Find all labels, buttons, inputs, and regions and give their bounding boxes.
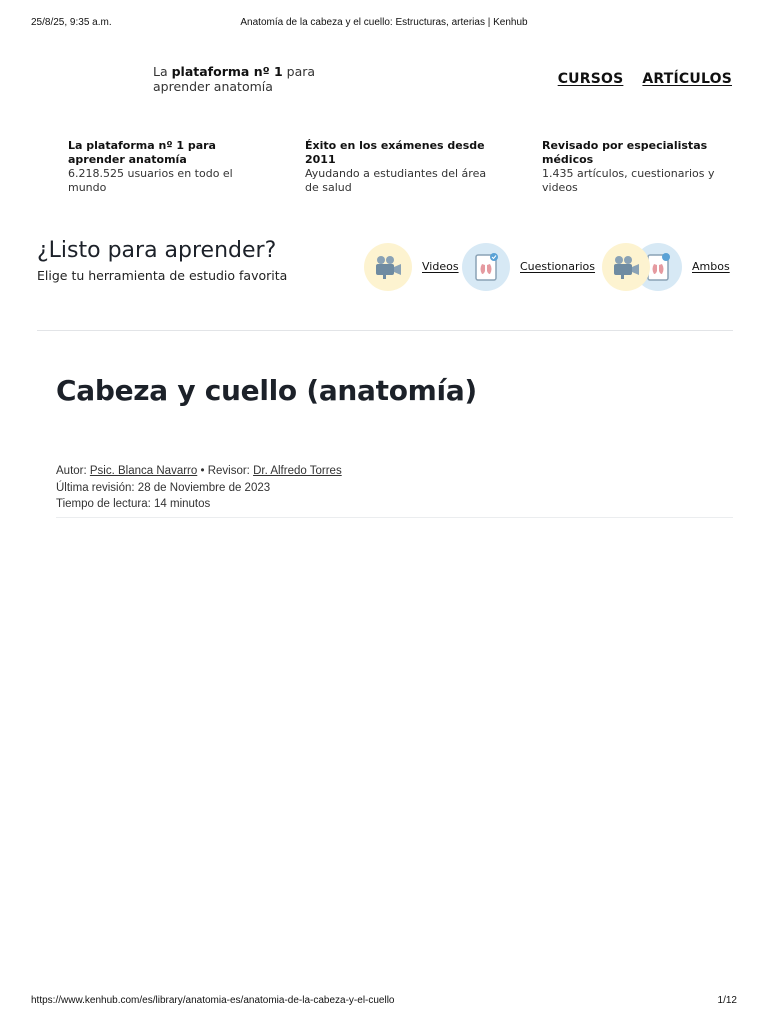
stat-reviewed <box>542 139 737 195</box>
quizzes-link[interactable]: Cuestionarios <box>520 260 596 273</box>
print-datetime: 25/8/25, 9:35 a.m. <box>31 17 112 28</box>
tagline-prefix: La <box>153 64 172 79</box>
stat-heading: Revisado por especialistas médicos <box>542 139 708 166</box>
video-camera-icon[interactable] <box>364 243 412 291</box>
both-link[interactable]: Ambos <box>692 260 730 273</box>
nav-cursos-link[interactable]: CURSOS <box>557 71 624 87</box>
videos-link[interactable]: Videos <box>422 260 459 273</box>
author-link[interactable]: Psic. Blanca Navarro <box>89 465 198 477</box>
top-nav <box>558 71 732 87</box>
study-tools <box>0 243 768 291</box>
article-meta <box>56 463 342 513</box>
reviewer-link[interactable]: Dr. Alfredo Torres <box>253 465 342 477</box>
last-revision: Última revisión: 28 de Noviembre de 2023 <box>56 481 271 494</box>
quiz-tablet-icon[interactable] <box>462 243 510 291</box>
study-subheading: Elige tu herramienta de estudio favorita <box>37 268 288 283</box>
author-label: Autor: <box>56 465 90 477</box>
stat-text: 6.218.525 usuarios en todo el mundo <box>68 167 233 194</box>
study-heading: ¿Listo para aprender? <box>37 238 277 263</box>
nav-articulos-link[interactable]: ARTÍCULOS <box>642 71 732 87</box>
stat-text: Ayudando a estudiantes del área de salud <box>305 167 487 194</box>
reading-time: Tiempo de lectura: 14 minutos <box>56 498 211 510</box>
stat-text: 1.435 artículos, cuestionarios y videos <box>542 167 715 194</box>
tagline-suffix: para aprender anatomía <box>153 64 316 94</box>
meta-divider <box>56 517 733 518</box>
tagline-bold: plataforma nº 1 <box>171 64 283 79</box>
print-page-title: Anatomía de la cabeza y el cuello: Estructuras, arterias | Kenhub <box>240 17 528 28</box>
section-divider <box>37 330 733 331</box>
print-url: https://www.kenhub.com/es/library/anatomia-es/anatomia-de-la-cabeza-y-el-cuello <box>31 995 395 1006</box>
site-tagline <box>153 64 353 94</box>
stat-heading: Éxito en los exámenes desde 2011 <box>305 139 485 166</box>
video-and-quiz-icon[interactable] <box>602 243 650 291</box>
print-page-number: 1/12 <box>717 995 737 1006</box>
stat-exams <box>305 139 500 195</box>
author-line <box>56 463 342 480</box>
reviewer-label: Revisor: <box>207 465 254 477</box>
stat-platform <box>68 139 263 195</box>
print-header <box>0 17 768 31</box>
meta-separator: • <box>197 465 208 477</box>
article-title: Cabeza y cuello (anatomía) <box>56 374 477 407</box>
stat-heading: La plataforma nº 1 para aprender anatomía <box>68 139 216 166</box>
